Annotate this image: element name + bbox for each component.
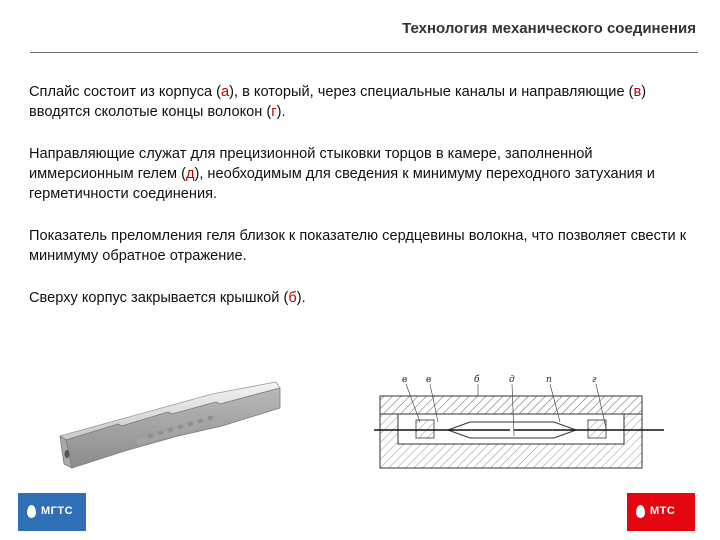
paragraph-text: ).	[296, 290, 306, 306]
paragraph-text: ), в который, через специальные каналы и направляющие (	[229, 84, 634, 100]
page-title: Технология механического соединения	[402, 20, 696, 37]
splice-photo	[52, 374, 284, 486]
paragraph-text: Показатель преломления геля близок к показателю сердцевины волокна, что позволяет свести к минимуму обратное отражение.	[29, 228, 687, 264]
paragraph-text: Направляющие служат для прецизионной стыковки торцов в камере, заполненной иммерсионным гелем (	[29, 146, 593, 182]
diagram-label-v: в	[426, 375, 432, 385]
mts-logo	[627, 493, 695, 531]
egg-icon	[27, 505, 36, 518]
slide-body	[29, 82, 689, 330]
label-a: а	[221, 84, 230, 100]
logo-text: МТС	[650, 505, 676, 517]
paragraph-text: ) вводятся сколотые концы волокон (	[29, 84, 647, 120]
paragraph-guides	[29, 144, 689, 204]
paragraph-text: Сверху корпус закрывается крышкой (	[29, 290, 289, 306]
label-b: б	[288, 290, 297, 306]
paragraph-cover	[29, 288, 689, 308]
logo-text: МГТС	[41, 505, 74, 517]
label-d: д	[185, 166, 195, 182]
paragraph-refraction	[29, 226, 689, 266]
diagram-label-v: в	[402, 375, 408, 385]
diagram-label-b: б	[474, 375, 480, 385]
title-divider	[30, 52, 698, 53]
label-g: г	[271, 104, 277, 120]
egg-icon	[636, 505, 645, 518]
diagram-label-p: п	[546, 375, 552, 385]
paragraph-structure	[29, 82, 689, 122]
splice-cross-section-diagram	[374, 372, 670, 490]
diagram-label-g: г	[592, 375, 597, 385]
paragraph-text: Сплайс состоит из корпуса (	[29, 84, 222, 100]
mgts-logo	[18, 493, 86, 531]
paragraph-text: ).	[276, 104, 286, 120]
label-v: в	[633, 84, 642, 100]
diagram-label-d: д	[509, 375, 515, 385]
paragraph-text: ), необходимым для сведения к минимуму переходного затухания и герметичности соединения.	[29, 166, 655, 202]
